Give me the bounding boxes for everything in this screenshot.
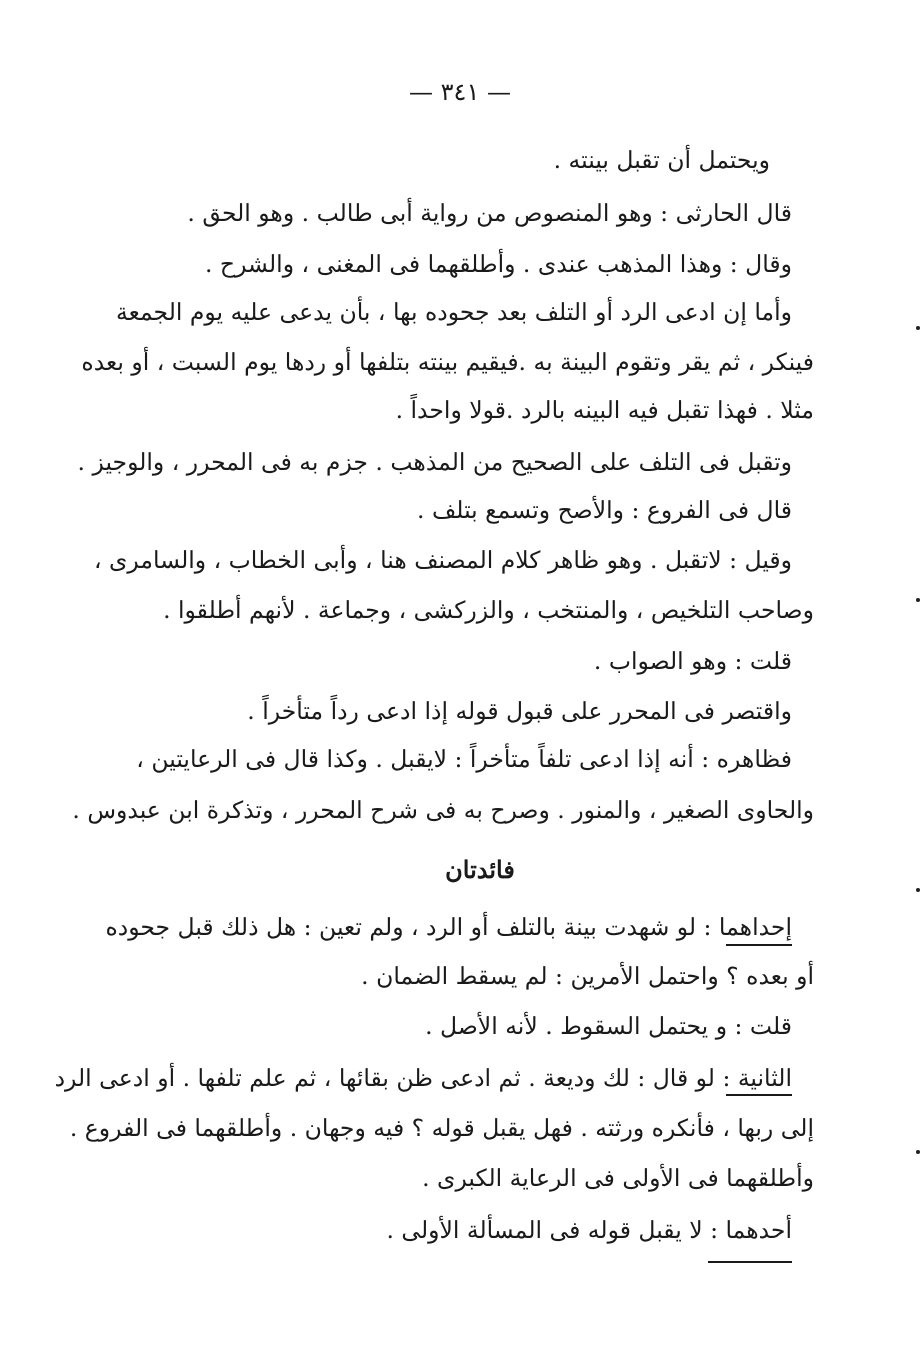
text-line-15: إحداهما : لو شهدت بينة بالتلف أو الرد ، ولم تعين : هل ذلك قبل جحوده xyxy=(105,913,792,941)
text-line-19: إلى ربها ، فأنكره ورثته . فهل يقبل قوله ؟ فيه وجهان . وأطلقهما فى الفروع . xyxy=(69,1114,814,1142)
underline-mark xyxy=(726,1094,792,1096)
text-line-4: وأما إن ادعى الرد أو التلف بعد جحوده بها ، بأن يدعى عليه يوم الجمعة xyxy=(116,298,792,326)
page-number: — ٣٤١ — xyxy=(409,78,511,106)
text-line-13: فظاهره : أنه إذا ادعى تلفاً متأخراً : لايقبل . وكذا قال فى الرعايتين ، xyxy=(136,745,792,773)
underline-mark xyxy=(726,944,792,946)
text-line-7: وتقبل فى التلف على الصحيح من المذهب . جزم به فى المحرر ، والوجيز . xyxy=(77,448,792,476)
text-line-17: قلت : و يحتمل السقوط . لأنه الأصل . xyxy=(425,1012,792,1040)
text-line-21: أحدهما : لا يقبل قوله فى المسألة الأولى . xyxy=(386,1216,792,1244)
text-line-2: قال الحارثى : وهو المنصوص من رواية أبى طالب . وهو الحق . xyxy=(187,199,792,227)
text-line-12: واقتصر فى المحرر على قبول قوله إذا ادعى رداً متأخراً . xyxy=(247,697,792,725)
text-line-18: الثانية : لو قال : لك وديعة . ثم ادعى ظن بقائها ، ثم علم تلفها . أو ادعى الرد xyxy=(54,1064,792,1092)
text-line-14: والحاوى الصغير ، والمنور . وصرح به فى شرح المحرر ، وتذكرة ابن عبدوس . xyxy=(72,796,814,824)
scan-speck xyxy=(916,1150,920,1154)
section-heading: فائدتان xyxy=(445,855,515,884)
text-line-5: فينكر ، ثم يقر وتقوم البينة به .فيقيم بينته بتلفها أو ردها يوم السبت ، أو بعده xyxy=(81,348,814,376)
text-line-8: قال فى الفروع : والأصح وتسمع بتلف . xyxy=(417,496,792,524)
scan-speck xyxy=(916,598,920,602)
text-line-3: وقال : وهذا المذهب عندى . وأطلقهما فى المغنى ، والشرح . xyxy=(204,250,792,278)
text-line-1: ويحتمل أن تقبل بينته . xyxy=(553,146,770,174)
text-line-6: مثلا . فهذا تقبل فيه البينه بالرد .قولا واحداً . xyxy=(395,396,814,424)
underline-mark xyxy=(708,1261,792,1263)
text-line-9: وقيل : لاتقبل . وهو ظاهر كلام المصنف هنا ، وأبى الخطاب ، والسامرى ، xyxy=(93,546,792,574)
scan-speck xyxy=(916,326,920,330)
scan-speck xyxy=(916,888,920,892)
text-line-16: أو بعده ؟ واحتمل الأمرين : لم يسقط الضمان . xyxy=(361,962,814,990)
text-line-11: قلت : وهو الصواب . xyxy=(593,647,792,675)
text-line-20: وأطلقهما فى الأولى فى الرعاية الكبرى . xyxy=(422,1164,814,1192)
text-line-10: وصاحب التلخيص ، والمنتخب ، والزركشى ، وجماعة . لأنهم أطلقوا . xyxy=(163,596,814,624)
